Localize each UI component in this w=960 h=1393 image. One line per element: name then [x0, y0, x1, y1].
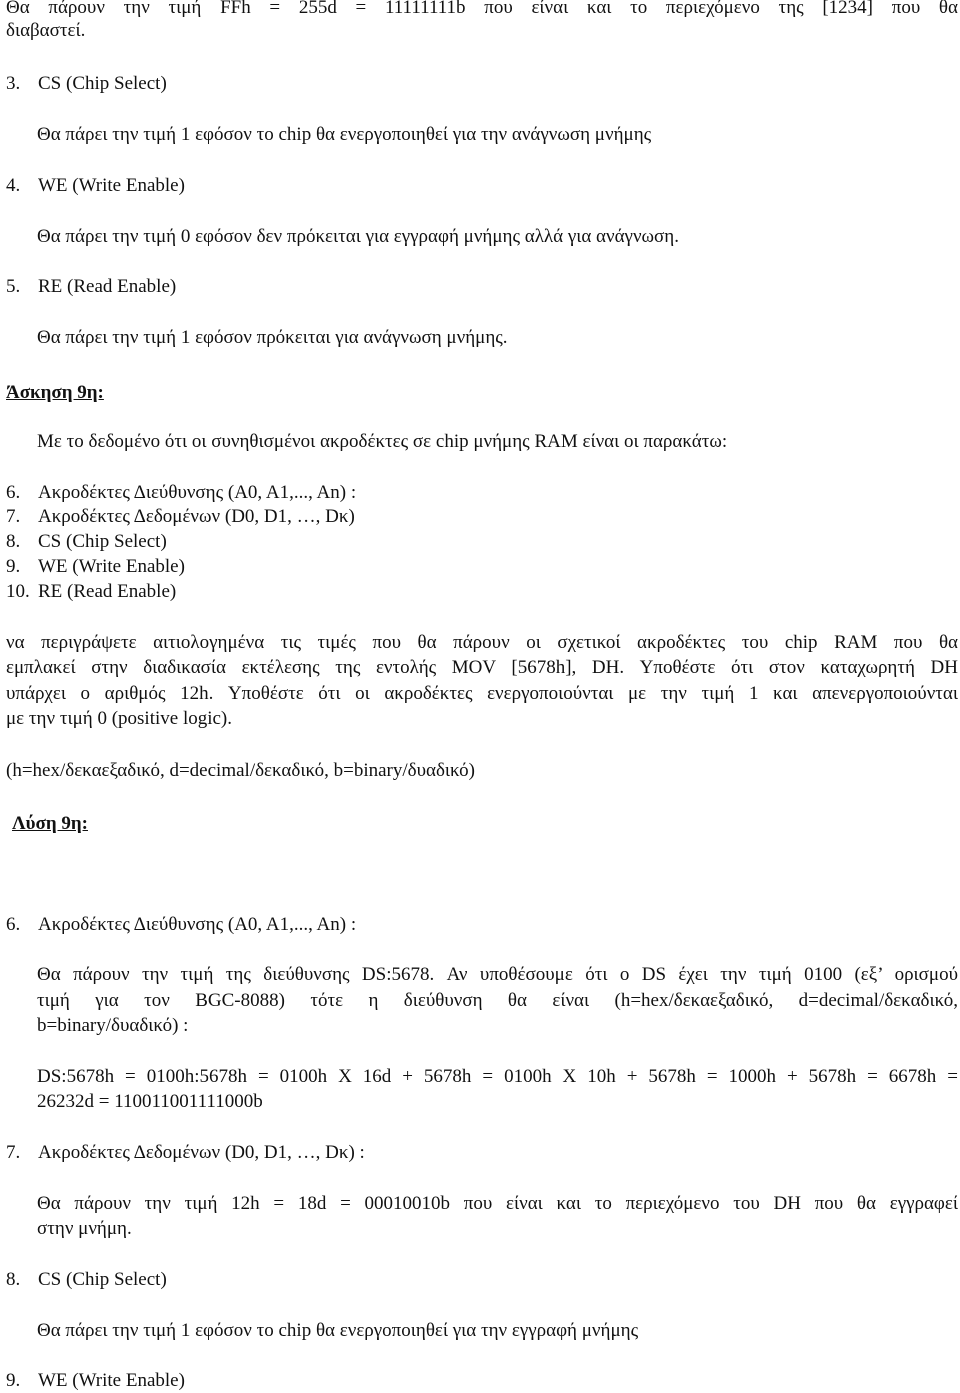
solution-heading: Λύση 9η: [12, 813, 88, 834]
pin-list-item [6, 482, 356, 504]
notation-line: (h=hex/δεκαεξαδικό, d=decimal/δεκαδικό, b=binary/δυαδικό) [6, 760, 476, 781]
item-label: WE (Write Enable) [38, 1370, 185, 1391]
item-description: Θα πάρει την τιμή 1 εφόσον πρόκειται για ανάγνωση μνήμης. [37, 327, 508, 348]
item-number: 10. [6, 581, 30, 602]
solution-item [6, 914, 356, 936]
list-item [6, 73, 167, 95]
item-label: RE (Read Enable) [38, 581, 177, 602]
item-number: 5. [6, 276, 21, 297]
pin-list-item [6, 556, 185, 578]
pin-list-item [6, 531, 167, 553]
item-label: Ακροδέκτες Δεδομένων (D0, D1, …, Dκ) [38, 506, 355, 527]
pin-list-item [6, 506, 355, 528]
exercise-heading: Άσκηση 9η: [6, 382, 104, 403]
solution-item [6, 1142, 365, 1164]
item-number: 6. [6, 482, 21, 503]
item-number: 8. [6, 531, 21, 552]
item-number: 6. [6, 914, 21, 935]
item-number: 3. [6, 73, 21, 94]
item-description: Θα πάρει την τιμή 0 εφόσον δεν πρόκειται για εγγραφή μνήμης αλλά για ανάγνωση. [37, 226, 679, 247]
paragraph-line: διαβαστεί. [6, 20, 86, 41]
item-label: CS (Chip Select) [38, 73, 167, 94]
task-line: υπάρχει ο αριθμός 12h. Υποθέστε ότι οι ακροδέκτες ενεργοποιούνται με την τιμή 1 και απενεργοποιούνται [6, 683, 958, 704]
item-label: RE (Read Enable) [38, 276, 177, 297]
item-label: WE (Write Enable) [38, 175, 185, 196]
solution-line: Θα πάρει την τιμή 1 εφόσον το chip θα ενεργοποιηθεί για την εγγραφή μνήμης [37, 1320, 639, 1341]
solution-line: στην μνήμη. [37, 1218, 132, 1239]
item-label: Ακροδέκτες Διεύθυνσης (A0, A1,..., An) : [38, 482, 357, 503]
list-item [6, 276, 176, 298]
item-label: CS (Chip Select) [38, 531, 167, 552]
pin-list-item [6, 581, 176, 603]
task-line: εμπλακεί στην διαδικασία εκτέλεσης της εντολής MOV [5678h], DH. Υποθέστε ότι στον καταχωρητή DH [6, 657, 958, 678]
item-number: 9. [6, 556, 21, 577]
solution-line: Θα πάρουν την τιμή της διεύθυνσης DS:5678. Αν υποθέσουμε ότι ο DS έχει την τιμή 0100 (εξ’ ορισμού [37, 964, 958, 985]
paragraph-line: Θα πάρουν την τιμή FFh = 255d = 11111111b που είναι και το περιεχόμενο της [1234] που θα [6, 0, 958, 18]
item-number: 4. [6, 175, 21, 196]
item-label: Ακροδέκτες Δεδομένων (D0, D1, …, Dκ) : [38, 1142, 365, 1163]
solution-line: τιμή για τον BGC-8088) τότε η διεύθυνση θα είναι (h=hex/δεκαεξαδικό, d=decimal/δεκαδικό, [37, 990, 958, 1011]
calculation-line: DS:5678h = 0100h:5678h = 0100h X 16d + 5678h = 0100h X 10h + 5678h = 1000h + 5678h = 6678h = [37, 1066, 958, 1087]
calculation-line: 26232d = 110011001111000b [37, 1091, 263, 1112]
solution-line: b=binary/δυαδικό) : [37, 1015, 189, 1036]
exercise-intro: Με το δεδομένο ότι οι συνηθισμένοι ακροδέκτες σε chip μνήμης RAM είναι οι παρακάτω: [37, 431, 728, 452]
item-number: 7. [6, 1142, 21, 1163]
list-item [6, 175, 185, 197]
item-number: 8. [6, 1269, 21, 1290]
item-number: 9. [6, 1370, 21, 1391]
item-description: Θα πάρει την τιμή 1 εφόσον το chip θα ενεργοποιηθεί για την ανάγνωση μνήμης [37, 124, 652, 145]
item-label: WE (Write Enable) [38, 556, 185, 577]
task-line: να περιγράψετε αιτιολογημένα τις τιμές που θα πάρουν οι σχετικοί ακροδέκτες του chip RAM που θα [6, 632, 958, 653]
item-number: 7. [6, 506, 21, 527]
solution-item [6, 1269, 167, 1291]
item-label: Ακροδέκτες Διεύθυνσης (A0, A1,..., An) : [38, 914, 357, 935]
task-line: με την τιμή 0 (positive logic). [6, 708, 233, 729]
solution-line: Θα πάρουν την τιμή 12h = 18d = 00010010b που είναι και το περιεχόμενο του DH που θα εγγραφεί [37, 1193, 958, 1214]
item-label: CS (Chip Select) [38, 1269, 167, 1290]
solution-item [6, 1370, 185, 1392]
